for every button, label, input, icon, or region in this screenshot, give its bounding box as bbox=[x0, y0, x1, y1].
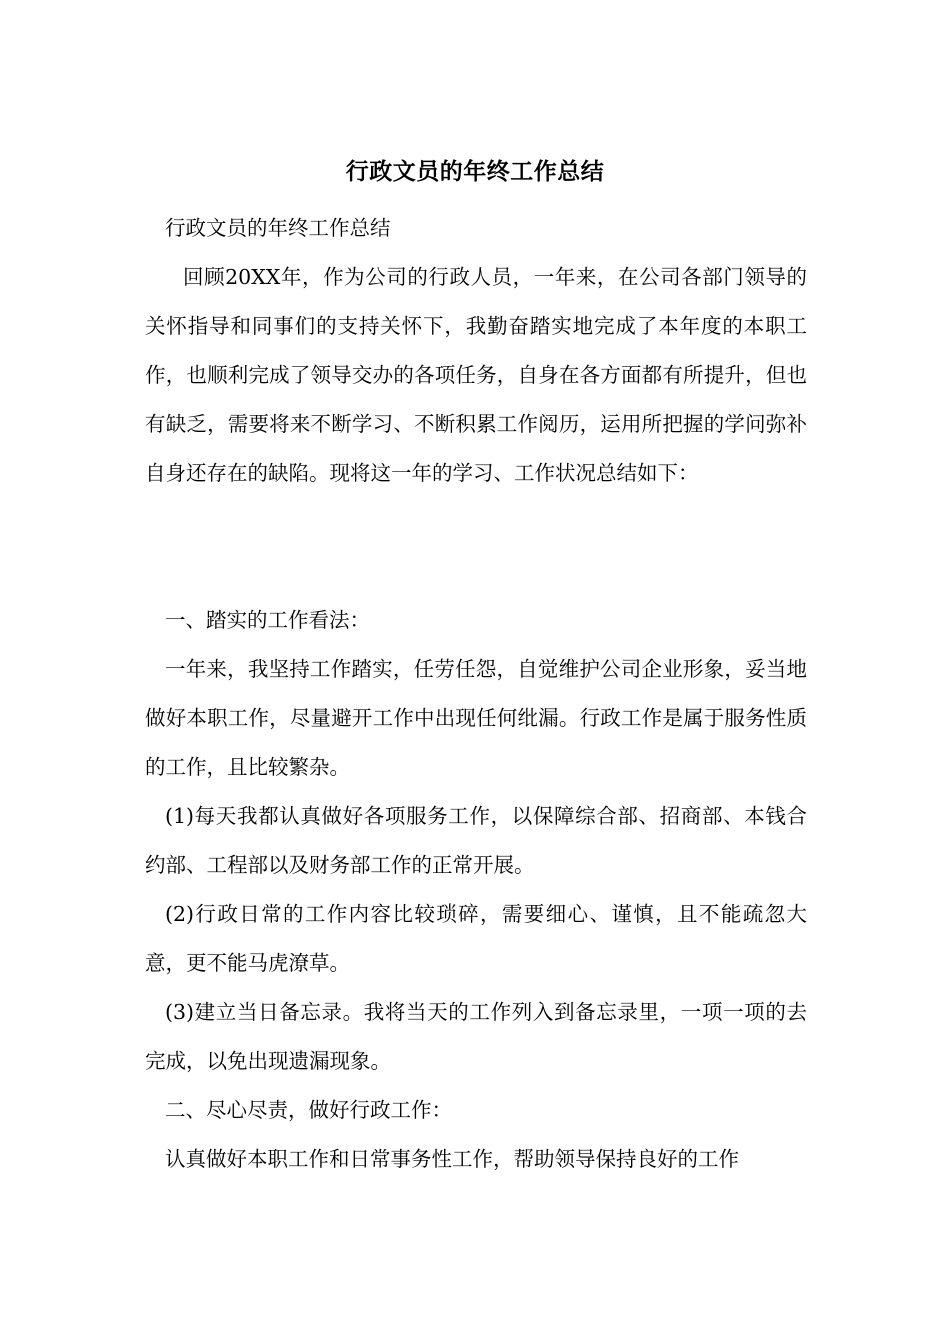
document-body bbox=[145, 204, 807, 1184]
intro-paragraph: 回顾20XX年，作为公司的行政人员，一年来，在公司各部门领导的关怀指导和同事们的支持关怀下，我勤奋踏实地完成了本年度的本职工作，也顺利完成了领导交办的各项任务，自身在各方面都有所提升，但也有缺乏，需要将来不断学习、不断积累工作阅历，运用所把握的学问弥补自身还存在的缺陷。现将这一年的学习、工作状况总结如下： bbox=[145, 265, 807, 485]
document-title: 行政文员的年终工作总结 bbox=[345, 158, 605, 185]
list-item-2: (2)行政日常的工作内容比较琐碎，需要细心、谨慎，且不能疏忽大意，更不能马虎潦草。 bbox=[145, 902, 807, 975]
section-heading-1: 一、踏实的工作看法： bbox=[165, 608, 370, 632]
list-item-3: (3)建立当日备忘录。我将当天的工作列入到备忘录里，一项一项的去完成，以免出现遗漏现象。 bbox=[145, 1000, 807, 1073]
list-item-1: (1)每天我都认真做好各项服务工作，以保障综合部、招商部、本钱合约部、工程部以及财务部工作的正常开展。 bbox=[145, 804, 807, 877]
paragraph-spacer bbox=[145, 498, 807, 596]
subtitle-paragraph: 行政文员的年终工作总结 bbox=[165, 216, 391, 240]
section-1-paragraph: 一年来，我坚持工作踏实，任劳任怨，自觉维护公司企业形象，妥当地做好本职工作，尽量避开工作中出现任何纰漏。行政工作是属于服务性质的工作，且比较繁杂。 bbox=[145, 657, 807, 779]
section-2-paragraph: 认真做好本职工作和日常事务性工作，帮助领导保持良好的工作 bbox=[165, 1147, 739, 1171]
section-heading-2: 二、尽心尽责，做好行政工作： bbox=[165, 1098, 452, 1122]
